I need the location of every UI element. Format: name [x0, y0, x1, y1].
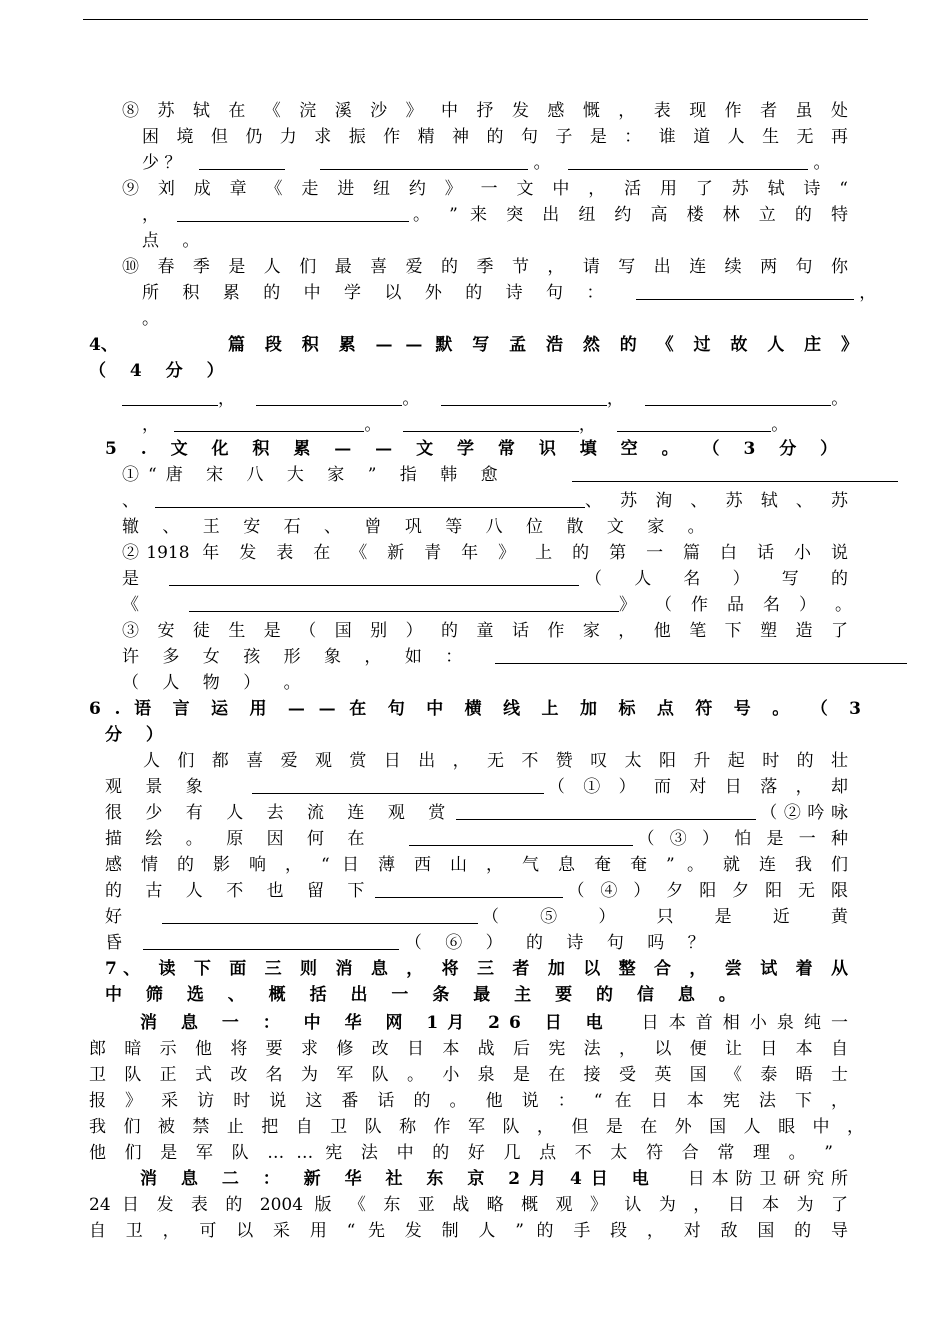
q7-msg2-line1 — [140, 1167, 848, 1191]
q6-line8 — [105, 931, 714, 955]
q3-item8-line2: 困 境 但 仍 力 求 振 作 精 神 的 句 子 是 ： 谁 道 人 生 无 再 — [142, 127, 848, 147]
q5-item1-line3: 辙 、 王 安 石 、 曾 巩 等 八 位 散 文 家 。 — [122, 517, 714, 537]
q3-item10-text: 所 积 累 的 中 学 以 外 的 诗 句 ： — [142, 283, 613, 303]
header-rule — [83, 19, 868, 20]
q6-l4-post: （ ③ ） 怕 是 一 种 — [637, 829, 848, 849]
q3-item10-line2: 所 积 累 的 中 学 以 外 的 诗 句 ： ， — [142, 283, 877, 303]
q6-l2-pre: 观 景 象 — [105, 777, 212, 797]
answer-blank[interactable] — [143, 931, 399, 950]
answer-blank[interactable] — [169, 567, 579, 586]
answer-blank[interactable] — [636, 281, 854, 300]
answer-blank[interactable] — [252, 775, 544, 794]
q4-blanks-row1: ， 。 ， 。 — [122, 387, 848, 411]
q5-item2-post: （ 人 名 ） 写 的 — [585, 569, 848, 589]
q4-blanks-row2: ， 。 ， 。 — [142, 415, 789, 435]
q6-l4-pre: 描 绘 。 原 因 何 在 — [105, 829, 374, 849]
q5-item2-c-post: 》 （ 作 品 名 ） 。 — [619, 595, 852, 615]
q5-item1-post: 、 苏 洵 、 苏 轼 、 苏 — [585, 491, 848, 511]
q4-heading: 篇 段 积 累 — — 默 写 孟 浩 然 的 《 过 故 人 庄 》 — [228, 335, 858, 355]
answer-blank[interactable] — [409, 827, 633, 846]
q6-l6-pre: 的 古 人 不 也 留 下 — [105, 881, 374, 901]
q5-item2-pre: 是 — [122, 569, 139, 589]
q7-msg1-text: 日 本 首 相 小 泉 纯 一 — [641, 1013, 848, 1033]
q3-item9-post: 。 ” 来 突 出 纽 约 高 楼 林 立 的 特 — [413, 205, 848, 225]
q6-line1: 人 们 都 喜 爱 观 赏 日 出 ， 无 不 赞 叹 太 阳 升 起 时 的 壮 — [143, 751, 848, 771]
q3-item10-line1: ⑩ 春 季 是 人 们 最 喜 爱 的 季 节 ， 请 写 出 连 续 两 句 你 — [122, 257, 848, 277]
q3-item9-line1: ⑨ 刘 成 章 《 走 进 纽 约 》 一 文 中 ， 活 用 了 苏 轼 诗 “ — [122, 179, 848, 199]
q3-item8-line1: ⑧ 苏 轼 在 《 浣 溪 沙 》 中 抒 发 感 慨 ， 表 现 作 者 虽 处 — [122, 101, 848, 121]
q5-item2-line2 — [122, 567, 848, 591]
q6-line3 — [105, 801, 848, 825]
answer-blank[interactable] — [403, 413, 579, 432]
q7-msg1-line4: 报 》 采 访 时 说 这 番 话 的 。 他 说 ： “ 在 日 本 宪 法 下 ， — [89, 1091, 848, 1111]
q7-heading: 7、 读 下 面 三 则 消 息 ， 将 三 者 加 以 整 合 ， 尝 试 着 从 — [105, 959, 848, 979]
answer-blank[interactable] — [495, 645, 907, 664]
q7-msg1-line1 — [140, 1011, 848, 1035]
q5-item2-line1: ②1918 年 发 表 在 《 新 青 年 》 上 的 第 一 篇 白 话 小 说 — [122, 543, 849, 563]
q5-item1-line1 — [122, 463, 898, 487]
q6-l2-post: （ ① ） 而 对 日 落 ， 却 — [547, 777, 848, 797]
answer-blank[interactable] — [617, 413, 771, 432]
q7-msg2-line2: 24 日 发 表 的 2004 版 《 东 亚 战 略 概 观 》 认 为 ， 日 本 为 了 — [89, 1195, 848, 1215]
q6-line2 — [105, 775, 848, 799]
q7-msg1-label: 消 息 一 ： 中 华 网 1月 26 日 电 — [140, 1013, 612, 1033]
q5-item2-line3 — [122, 593, 852, 617]
q6-line7 — [105, 905, 848, 929]
answer-blank[interactable] — [199, 151, 285, 170]
q3-item8-line3: 少 ？ 。 。 — [142, 153, 831, 173]
answer-blank[interactable] — [174, 413, 364, 432]
q5-item1-text: ①“唐 宋 八 大 家 ” 指 韩 愈 — [122, 465, 507, 485]
q6-line5: 感 情 的 影 响 ， “ 日 薄 西 山 ， 气 息 奄 奄 ” 。 就 连 我 们 — [105, 855, 848, 875]
q5-item3-line3: （ 人 物 ） 。 — [122, 673, 310, 693]
answer-blank[interactable] — [122, 387, 218, 406]
q3-item8-text: 少 ？ — [142, 153, 182, 173]
answer-blank[interactable] — [162, 905, 478, 924]
q4-score: （ 4 分 ） — [89, 361, 233, 381]
q6-heading: 6 . 语 言 运 用 — — 在 句 中 横 线 上 加 标 点 符 号 。 （ 3 — [89, 699, 861, 719]
q6-l6-post: （ ④ ） 夕 阳 夕 阳 无 限 — [567, 881, 848, 901]
q7-msg1-line3: 卫 队 正 式 改 名 为 军 队 。 小 泉 是 在 接 受 英 国 《 泰 晤 士 — [89, 1065, 848, 1085]
answer-blank[interactable] — [572, 463, 898, 482]
q4-number: 4、 — [89, 335, 118, 355]
q5-item3-line2 — [122, 645, 907, 669]
q7-msg1-line2: 郎 暗 示 他 将 要 求 修 改 日 本 战 后 宪 法 ， 以 便 让 日 本 自 — [89, 1039, 848, 1059]
q6-heading-cont: 分 ） — [105, 725, 172, 745]
q6-l7-post: （ ⑤ ） 只 是 近 黄 — [482, 907, 848, 927]
q6-line4 — [105, 827, 848, 851]
q3-item9-line3: 点 。 — [142, 231, 209, 251]
q5-item2-c-pre: 《 — [122, 595, 139, 615]
q5-item1-line2: 、 、 苏 洵 、 苏 轼 、 苏 — [122, 491, 848, 511]
q5-item3-line1: ③ 安 徒 生 是 （ 国 别 ） 的 童 话 作 家 ， 他 笔 下 塑 造 了 — [122, 621, 848, 641]
q3-item9-pre: ， — [142, 205, 159, 225]
q6-l8-pre: 昏 — [105, 933, 122, 953]
answer-blank[interactable] — [320, 151, 528, 170]
answer-blank[interactable] — [456, 801, 756, 820]
q3-item10-line3: 。 — [142, 309, 159, 329]
q6-l8-post: （ ⑥ ） 的 诗 句 吗 ？ — [404, 933, 714, 953]
q6-l7-pre: 好 — [105, 907, 122, 927]
q7-msg2-label: 消 息 二 ： 新 华 社 东 京 2月 4日 电 — [140, 1169, 658, 1189]
answer-blank[interactable] — [645, 387, 831, 406]
q3-item9-line2 — [142, 203, 848, 227]
q7-msg2-text: 日 本 防 卫 研 究 所 — [687, 1169, 848, 1189]
q7-msg1-line6: 他 们 是 军 队 … … 宪 法 中 的 好 几 点 不 太 符 合 常 理 。 ” — [89, 1143, 833, 1163]
q5-item3-text: 许 多 女 孩 形 象 ， 如 ： — [122, 647, 472, 667]
q5-heading: 5 . 文 化 积 累 — — 文 学 常 识 填 空 。 （ 3 分 ） — [105, 439, 847, 459]
answer-blank[interactable] — [568, 151, 808, 170]
answer-blank[interactable] — [441, 387, 607, 406]
q6-line6 — [105, 879, 848, 903]
answer-blank[interactable] — [256, 387, 402, 406]
answer-blank[interactable] — [177, 203, 409, 222]
answer-blank[interactable] — [155, 489, 585, 508]
answer-blank[interactable] — [375, 879, 563, 898]
answer-blank[interactable] — [189, 593, 619, 612]
q7-heading-cont: 中 筛 选 、 概 括 出 一 条 最 主 要 的 信 息 。 — [105, 985, 745, 1005]
q7-msg2-line3: 自 卫 ， 可 以 采 用 “ 先 发 制 人 ” 的 手 段 ， 对 敌 国 的 导 — [89, 1221, 848, 1241]
q7-msg1-line5: 我 们 被 禁 止 把 自 卫 队 称 作 军 队 ， 但 是 在 外 国 人 眼 中 ， — [89, 1117, 864, 1137]
q6-l3-post: （ ② 吟 咏 — [760, 803, 848, 823]
q6-l3-pre: 很 少 有 人 去 流 连 观 赏 — [105, 803, 455, 823]
